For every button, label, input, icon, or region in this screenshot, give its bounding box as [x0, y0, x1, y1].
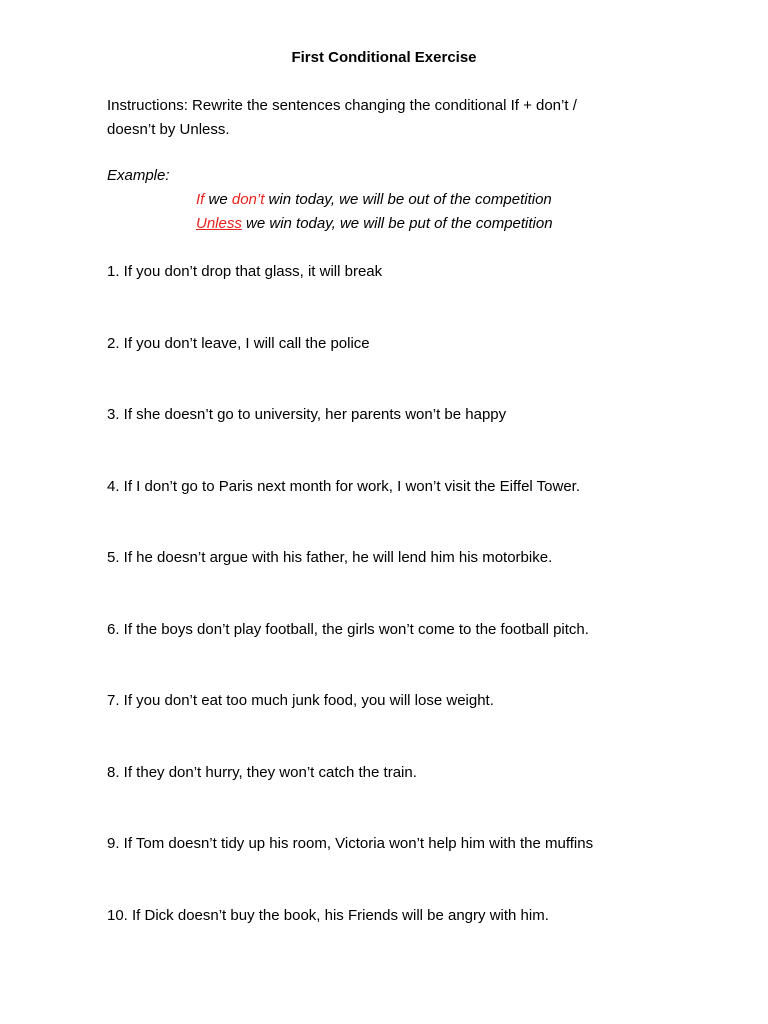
question-1: 1. If you don’t drop that glass, it will break — [107, 263, 383, 280]
question-5: 5. If he doesn’t argue with his father, he will lend him his motorbike. — [107, 549, 553, 566]
question-7: 7. If you don’t eat too much junk food, you will lose weight. — [107, 692, 494, 709]
example-rest-2: we win today, we will be put of the competition — [241, 215, 553, 232]
example-if-word: If — [196, 191, 205, 208]
instructions-line-1: Instructions: Rewrite the sentences changing the conditional If + don’t / — [107, 97, 577, 114]
example-rest-1: win today, we will be out of the competition — [264, 191, 552, 208]
question-10: 10. If Dick doesn’t buy the book, his Friends will be angry with him. — [107, 907, 549, 924]
question-9: 9. If Tom doesn’t tidy up his room, Victoria won’t help him with the muffins — [107, 835, 594, 852]
question-6: 6. If the boys don’t play football, the girls won’t come to the football pitch. — [107, 621, 589, 638]
question-4: 4. If I don’t go to Paris next month for work, I won’t visit the Eiffel Tower. — [107, 478, 580, 495]
page-title: First Conditional Exercise — [291, 49, 477, 66]
example-unless-word: Unless — [196, 215, 242, 232]
example-sentence-if — [196, 191, 552, 209]
example-sentence-unless — [196, 215, 553, 233]
example-label: Example: — [107, 167, 170, 184]
example-we: we — [204, 191, 232, 208]
instructions-line-2: doesn’t by Unless. — [107, 121, 230, 138]
example-dont-word: don’t — [231, 191, 265, 208]
question-2: 2. If you don’t leave, I will call the police — [107, 335, 370, 352]
question-3: 3. If she doesn’t go to university, her parents won’t be happy — [107, 406, 507, 423]
question-8: 8. If they don’t hurry, they won’t catch the train. — [107, 764, 417, 781]
